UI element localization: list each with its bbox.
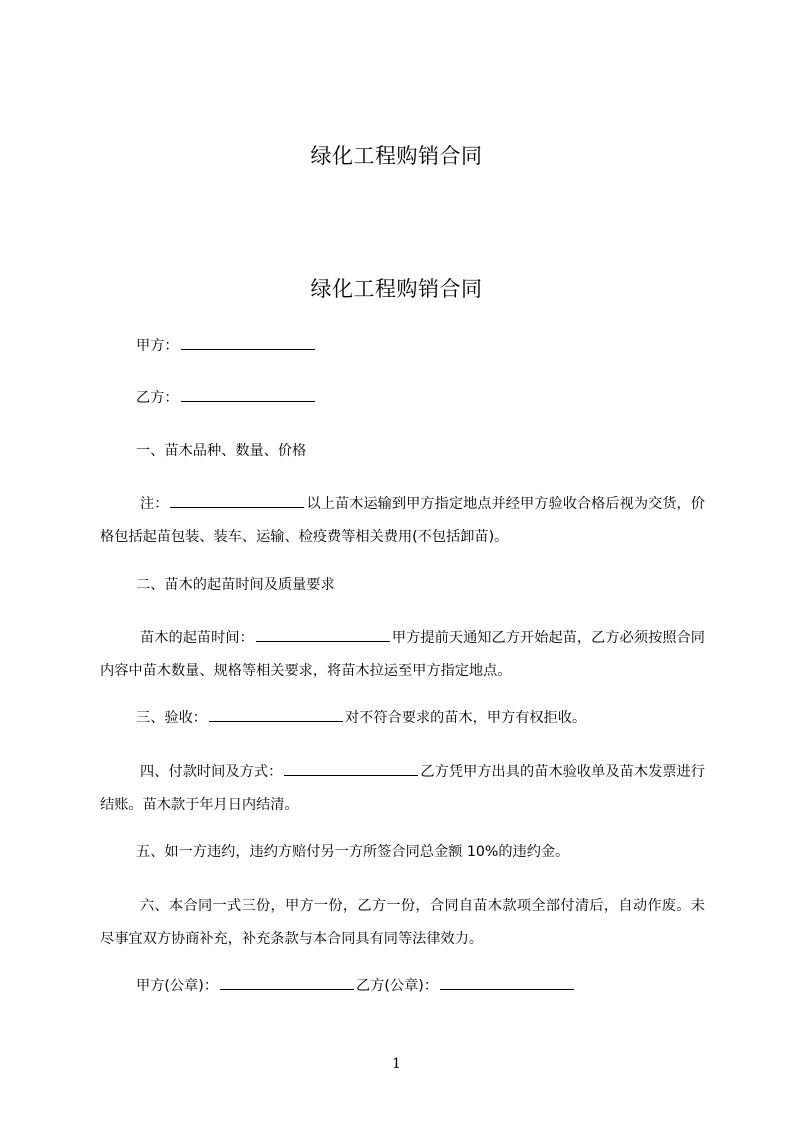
party-a-line [100,330,705,363]
section2-heading: 二、苗木的起苗时间及质量要求 [136,577,335,593]
section6-paragraph: 六、本合同一式三份，甲方一份，乙方一份，合同自苗木款项全部付清后，自动作废。未尽事宜双方协商补充，补充条款与本合同具有同等法律效力。 [100,898,705,947]
dig-time-label: 苗木的起苗时间： [140,630,254,646]
party-b-blank [181,386,315,402]
dig-time-text: 甲方提前天通知乙方开始起苗，乙方必须按照合同内容中苗木数量、规格等相关要求，将苗木拉运至甲方指定地点。 [100,630,705,679]
sign-b-blank [440,974,574,990]
section3-blank [209,706,343,722]
sign-a-blank [220,974,354,990]
party-a-blank [181,334,315,350]
note-text: 以上苗木运输到甲方指定地点并经甲方验收合格后视为交货，价格包括起苗包装、装车、运输、检疫费等相关费用(不包括卸苗)。 [100,496,705,545]
party-b-label: 乙方： [136,390,179,406]
header-title: 绿化工程购销合同 [310,144,483,168]
section4-paragraph [100,756,705,822]
note-label: 注： [140,496,169,512]
section4-label: 四、付款时间及方式： [140,764,283,780]
sign-a-label: 甲方(公章)： [136,978,219,994]
note-blank [170,492,304,508]
section4-blank [284,760,418,776]
section5-paragraph: 五、如一方违约，违约方赔付另一方所签合同总金额 10%的违约金。 [136,844,570,860]
dig-time-blank [256,626,390,642]
signature-line [100,970,705,1003]
dig-time-paragraph [100,622,705,688]
contract-title: 绿化工程购销合同 [310,277,483,301]
section1-heading: 一、苗木品种、数量、价格 [136,443,307,459]
section3-label: 三、验收： [136,710,207,726]
party-a-label: 甲方： [136,338,179,354]
section4-text: 乙方凭甲方出具的苗木验收单及苗木发票进行结账。苗木款于年月日内结清。 [100,764,705,813]
section3-text: 对不符合要求的苗木，甲方有权拒收。 [344,710,587,726]
page-number: 1 [392,1056,401,1072]
sign-b-label: 乙方(公章)： [356,978,439,994]
party-b-line [100,382,705,415]
note-paragraph [100,488,705,554]
section3-paragraph [100,702,705,735]
